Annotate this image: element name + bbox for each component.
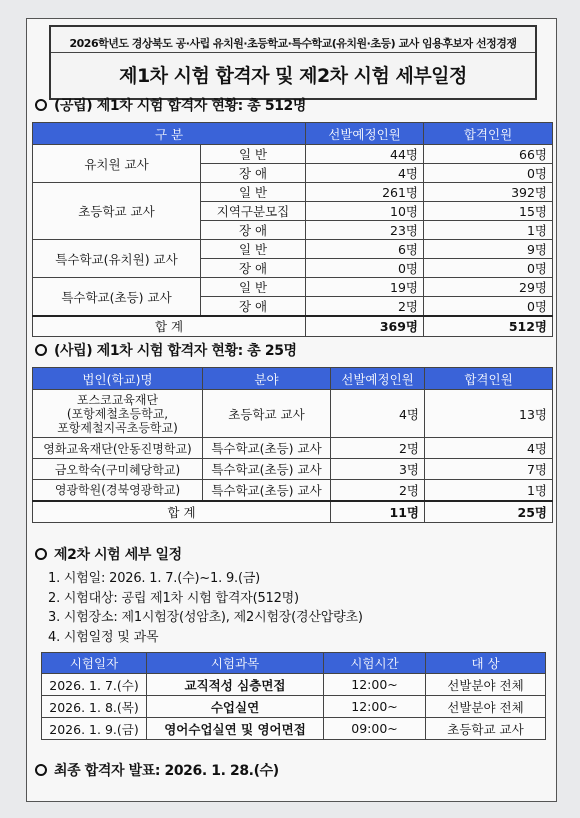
table-row — [33, 480, 553, 501]
col-header-field: 분야 — [203, 368, 331, 390]
sub-category: 장 애 — [201, 221, 306, 240]
passed-count: 29명 — [424, 278, 553, 297]
planned-count: 0명 — [306, 259, 424, 278]
exam-subject: 영어수업실연 및 영어면접 — [147, 718, 324, 740]
exam-target: 선발분야 전체 — [426, 674, 546, 696]
table-row — [33, 278, 553, 297]
planned-count: 44명 — [306, 145, 424, 164]
schedule-table — [41, 652, 546, 740]
corporation-name: 금오학숙(구미혜당학교) — [33, 459, 203, 480]
exam-time: 12:00~ — [324, 696, 426, 718]
passed-count: 66명 — [424, 145, 553, 164]
group-name: 특수학교(초등) 교사 — [33, 278, 201, 317]
list-item: 2. 시험대상: 공립 제1차 시험 합격자(512명) — [48, 590, 299, 606]
sub-category: 일 반 — [201, 145, 306, 164]
exam-date: 2026. 1. 9.(금) — [42, 718, 147, 740]
exam-subject: 교직적성 심층면접 — [147, 674, 324, 696]
passed-count: 15명 — [424, 202, 553, 221]
exam-date: 2026. 1. 7.(수) — [42, 674, 147, 696]
corporation-name — [33, 390, 203, 438]
table-row — [42, 674, 546, 696]
second-exam-details — [48, 569, 363, 647]
planned-count: 23명 — [306, 221, 424, 240]
planned-count: 261명 — [306, 183, 424, 202]
passed-count: 9명 — [424, 240, 553, 259]
group-name: 특수학교(유치원) 교사 — [33, 240, 201, 278]
table-row — [33, 145, 553, 164]
exam-target: 선발분야 전체 — [426, 696, 546, 718]
col-header-corporation: 법인(학교)명 — [33, 368, 203, 390]
planned-count: 4명 — [331, 390, 425, 438]
second-exam-heading — [35, 544, 182, 564]
passed-count: 1명 — [425, 480, 553, 501]
sub-category: 장 애 — [201, 297, 306, 317]
corporation-line: 포항제철지곡초등학교) — [57, 420, 178, 435]
exam-subject: 수업실연 — [147, 696, 324, 718]
private-results-table — [32, 367, 553, 523]
public-results-table — [32, 122, 553, 337]
exam-date: 2026. 1. 8.(목) — [42, 696, 147, 718]
total-row — [33, 501, 553, 523]
table-row — [33, 240, 553, 259]
table-row — [42, 696, 546, 718]
planned-count: 3명 — [331, 459, 425, 480]
col-header-target: 대 상 — [426, 653, 546, 674]
passed-count: 0명 — [424, 259, 553, 278]
exam-time: 09:00~ — [324, 718, 426, 740]
second-heading-text: 제2차 시험 세부 일정 — [54, 547, 182, 563]
planned-count: 10명 — [306, 202, 424, 221]
bullet-circle-icon — [35, 99, 47, 111]
exam-target: 초등학교 교사 — [426, 718, 546, 740]
private-heading-text: (사립) 제1차 시험 합격자 현황: 총 25명 — [54, 343, 297, 359]
col-header-time: 시험시간 — [324, 653, 426, 674]
sub-category: 일 반 — [201, 278, 306, 297]
sub-category: 장 애 — [201, 164, 306, 183]
field-name: 특수학교(초등) 교사 — [203, 459, 331, 480]
col-header-date: 시험일자 — [42, 653, 147, 674]
bullet-circle-icon — [35, 764, 47, 776]
col-header-planned: 선발예정인원 — [306, 123, 424, 145]
table-row — [33, 390, 553, 438]
public-heading-text: (공립) 제1차 시험 합격자 현황: 총 512명 — [54, 98, 307, 114]
sub-category: 지역구분모집 — [201, 202, 306, 221]
corporation-name: 영광학원(경북영광학교) — [33, 480, 203, 501]
document-subtitle: 2026학년도 경상북도 공·사립 유치원·초등학교·특수학교(유치원·초등) 교사 임용후보자 선정경쟁 — [69, 37, 517, 50]
private-section-heading — [35, 340, 297, 360]
corporation-name: 영화교육재단(안동진명학교) — [33, 438, 203, 459]
planned-count: 19명 — [306, 278, 424, 297]
corporation-line: 포스코교육재단 — [76, 392, 159, 407]
document-sheet — [26, 18, 557, 802]
title-divider — [51, 52, 535, 53]
group-name: 초등학교 교사 — [33, 183, 201, 240]
passed-count: 0명 — [424, 164, 553, 183]
total-passed: 25명 — [425, 501, 553, 523]
planned-count: 6명 — [306, 240, 424, 259]
planned-count: 2명 — [331, 480, 425, 501]
list-item: 4. 시험일정 및 과목 — [48, 629, 159, 645]
col-header-passed: 합격인원 — [425, 368, 553, 390]
sub-category: 장 애 — [201, 259, 306, 278]
final-heading-text: 최종 합격자 발표: 2026. 1. 28.(수) — [54, 763, 279, 779]
bullet-circle-icon — [35, 548, 47, 560]
col-header-category: 구 분 — [33, 123, 306, 145]
group-name: 유치원 교사 — [33, 145, 201, 183]
total-label: 합 계 — [33, 501, 331, 523]
list-item: 3. 시험장소: 제1시험장(성암초), 제2시험장(경산압량초) — [48, 610, 363, 625]
planned-count: 2명 — [331, 438, 425, 459]
bullet-circle-icon — [35, 344, 47, 356]
passed-count: 0명 — [424, 297, 553, 317]
final-announcement — [35, 760, 279, 780]
total-row — [33, 316, 553, 336]
table-row — [33, 459, 553, 480]
total-passed: 512명 — [424, 316, 553, 336]
passed-count: 1명 — [424, 221, 553, 240]
exam-time: 12:00~ — [324, 674, 426, 696]
field-name: 특수학교(초등) 교사 — [203, 480, 331, 501]
passed-count: 392명 — [424, 183, 553, 202]
list-item: 1. 시험일: 2026. 1. 7.(수)~1. 9.(금) — [48, 571, 261, 586]
total-planned: 369명 — [306, 316, 424, 336]
table-row — [33, 438, 553, 459]
title-box — [49, 25, 537, 100]
sub-category: 일 반 — [201, 240, 306, 259]
total-label: 합 계 — [33, 316, 306, 336]
table-row — [42, 718, 546, 740]
passed-count: 13명 — [425, 390, 553, 438]
passed-count: 4명 — [425, 438, 553, 459]
sub-category: 일 반 — [201, 183, 306, 202]
planned-count: 2명 — [306, 297, 424, 317]
document-title: 제1차 시험 합격자 및 제2차 시험 세부일정 — [119, 65, 467, 87]
field-name: 특수학교(초등) 교사 — [203, 438, 331, 459]
col-header-planned: 선발예정인원 — [331, 368, 425, 390]
passed-count: 7명 — [425, 459, 553, 480]
public-section-heading — [35, 95, 306, 115]
col-header-passed: 합격인원 — [424, 123, 553, 145]
table-row — [33, 183, 553, 202]
field-name: 초등학교 교사 — [203, 390, 331, 438]
col-header-subject: 시험과목 — [147, 653, 324, 674]
planned-count: 4명 — [306, 164, 424, 183]
total-planned: 11명 — [331, 501, 425, 523]
corporation-line: (포항제철초등학교, — [66, 406, 169, 421]
